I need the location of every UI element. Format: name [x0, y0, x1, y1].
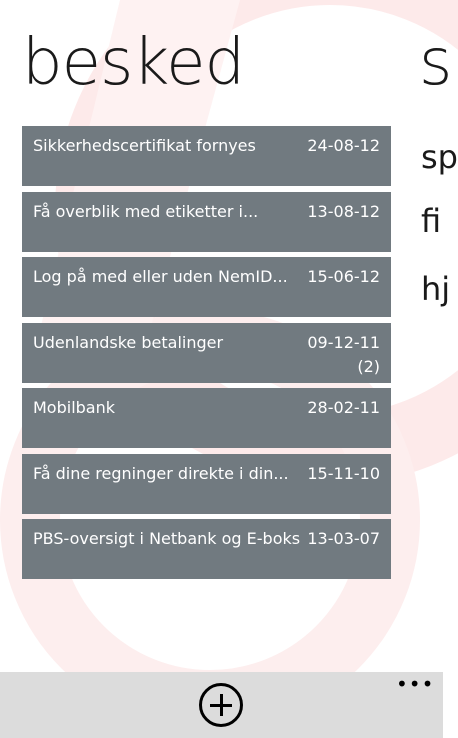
next-pivot-title-peek[interactable]: s — [419, 26, 453, 100]
message-list — [22, 126, 391, 585]
message-subject: Få overblik med etiketter i... — [33, 201, 259, 221]
message-date: 15-11-10 — [307, 463, 380, 483]
message-date: 09-12-11 — [307, 332, 380, 352]
next-pivot-text-line: sp — [421, 138, 458, 176]
message-subject: Log på med eller uden NemID... — [33, 267, 288, 286]
more-options-button[interactable]: ••• — [396, 672, 435, 696]
page-title: besked — [22, 26, 245, 100]
message-subject: Udenlandske betalinger — [33, 332, 224, 352]
message-subject: Mobilbank — [33, 398, 116, 417]
next-pivot-text-line: fi — [421, 202, 442, 240]
message-subject: Få dine regninger direkte i din... — [33, 463, 289, 483]
message-item[interactable] — [22, 388, 391, 448]
message-item[interactable] — [22, 192, 391, 252]
message-item[interactable] — [22, 454, 391, 514]
message-date: 15-06-12 — [307, 267, 380, 286]
message-count-badge: (2) — [357, 356, 380, 376]
message-subject: Sikkerhedscertifikat fornyes — [33, 136, 256, 155]
message-date: 28-02-11 — [307, 398, 380, 417]
message-item[interactable] — [22, 126, 391, 186]
next-pivot-text-line: hj — [421, 270, 451, 308]
app-bar — [0, 672, 443, 738]
add-circle-icon[interactable] — [199, 683, 243, 727]
message-item[interactable] — [22, 323, 391, 383]
message-item[interactable] — [22, 519, 391, 579]
message-subject: PBS-oversigt i Netbank og E-boks — [33, 529, 301, 548]
message-item[interactable] — [22, 257, 391, 317]
message-date: 13-08-12 — [307, 201, 380, 221]
message-date: 24-08-12 — [307, 136, 380, 155]
message-date: 13-03-07 — [307, 529, 380, 548]
